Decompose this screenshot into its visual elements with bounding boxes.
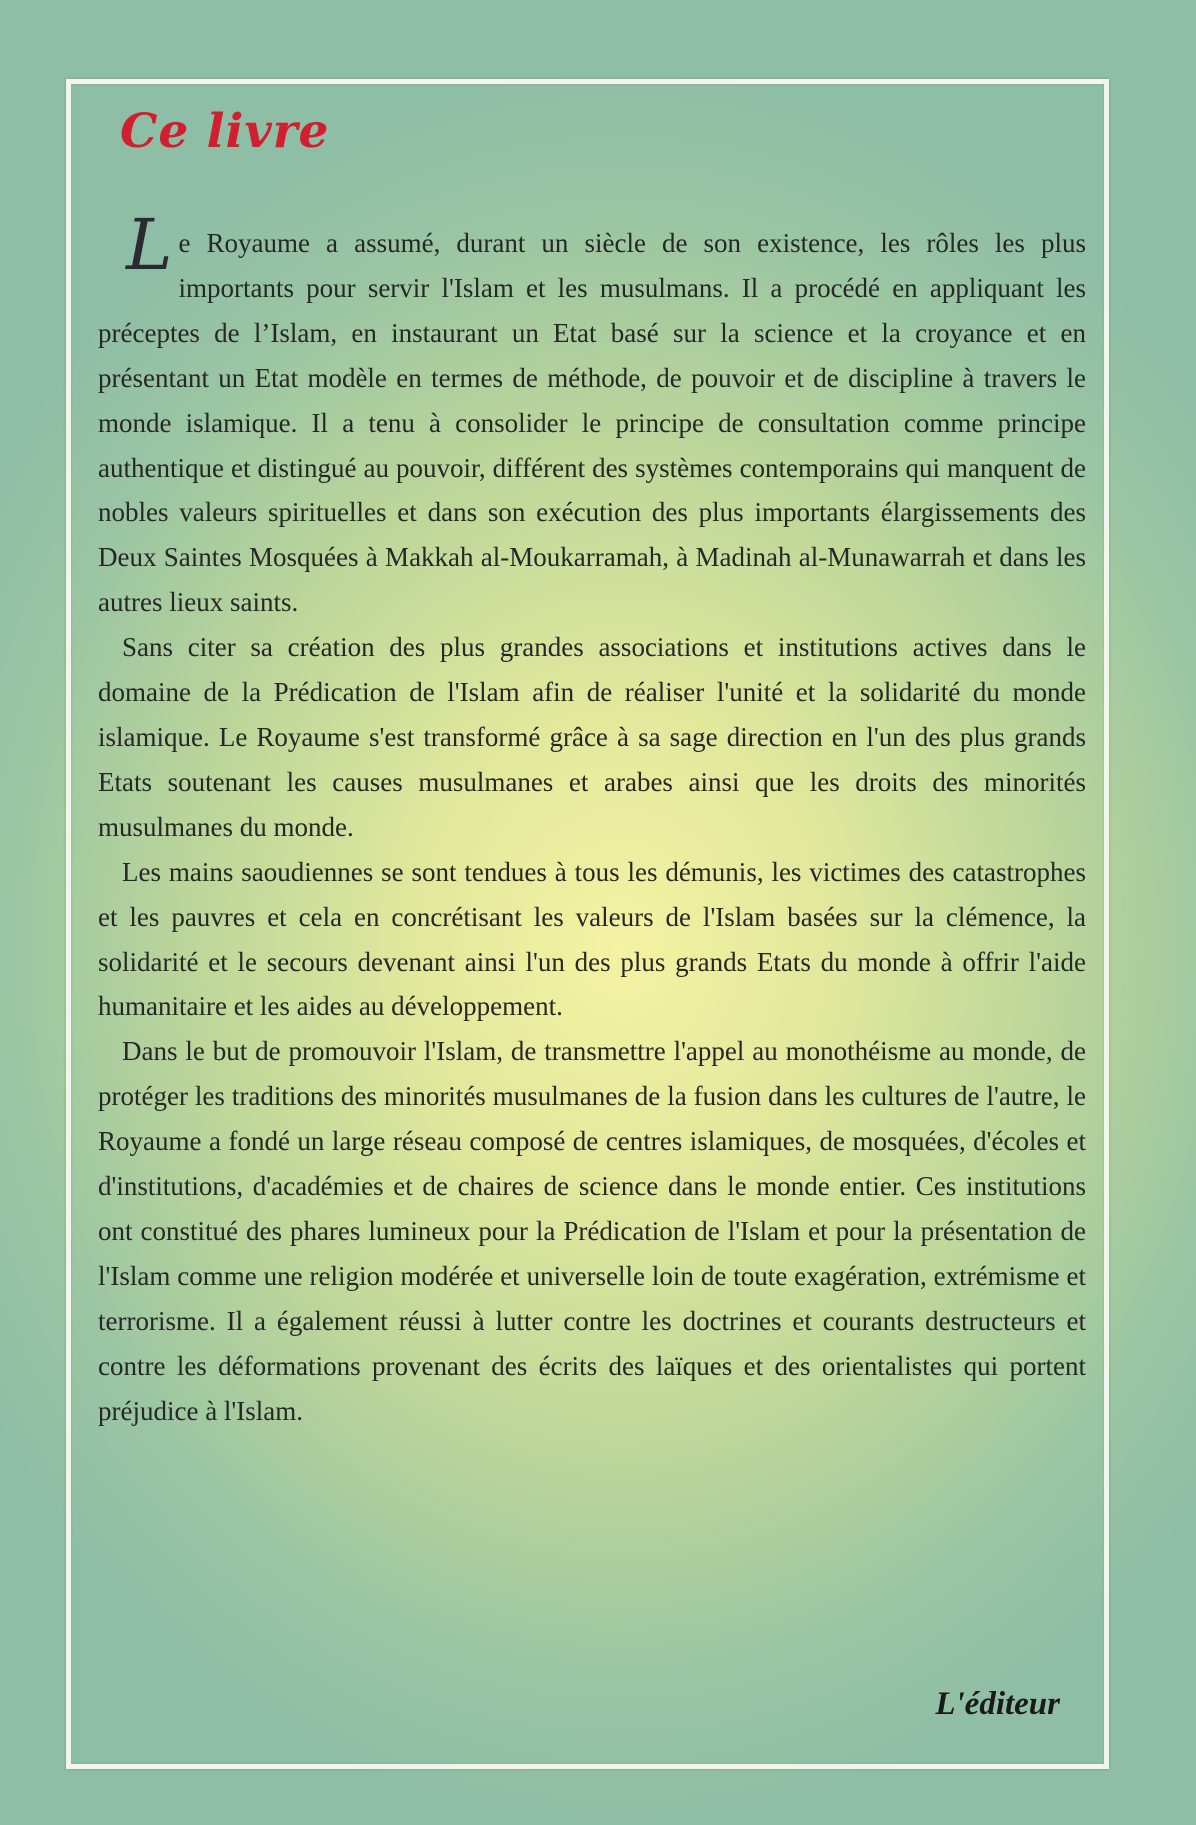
paragraph-1-text: e Royaume a assumé, durant un siècle de son existence, les rôles les plus importants pour servir l'Islam et les musulmans. Il a procédé en appliquant les préceptes de l’Islam, en instaurant un Etat basé sur la science et la croyance et en présentant un Etat modèle en termes de méthode, de pouvoir et de discipline à travers le monde islamique. Il a tenu à consolider le principe de consultation comme principe authentique et distingué au pouvoir, différent des systèmes contemporains qui manquent de nobles valeurs spirituelles et dans son exécution des plus importants élargissements des Deux Saintes Mosquées à Makkah al-Moukarramah, à Madinah al-Munawarrah et dans les autres lieux saints. <box>98 228 1086 618</box>
signature: L'éditeur <box>935 1686 1060 1722</box>
body-text <box>98 204 1086 1433</box>
paragraph-2: Sans citer sa création des plus grandes associations et institutions actives dans le domaine de la Prédication de l'Islam afin de réaliser l'unité et la solidarité du monde islamique. Le Royaume s'est transformé grâce à sa sage direction en l'un des plus grands Etats soutenant les causes musulmanes et arabes ainsi que les droits des minorités musulmanes du monde. <box>98 632 1086 842</box>
page-title: Ce livre <box>120 104 330 159</box>
paragraph-4: Dans le but de promouvoir l'Islam, de transmettre l'appel au monothéisme au monde, de protéger les traditions des minorités musulmanes de la fusion dans les cultures de l'autre, le Royaume a fondé un large réseau composé de centres islamiques, de mosquées, d'écoles et d'institutions, d'académies et de chaires de science dans le monde entier. Ces institutions ont constitué des phares lumineux pour la Prédication de l'Islam et pour la présentation de l'Islam comme une religion modérée et universelle loin de toute exagération, extrémisme et terrorisme. Il a également réussi à lutter contre les doctrines et courants destructeurs et contre les déformations provenant des écrits des laïques et des orientalistes qui portent préjudice à l'Islam. <box>98 1036 1086 1426</box>
paragraph-1 <box>98 204 1086 625</box>
drop-cap: L <box>126 204 173 286</box>
paragraph-3: Les mains saoudiennes se sont tendues à tous les démunis, les victimes des catastrophes et les pauvres et cela en concrétisant les valeurs de l'Islam basées sur la clémence, la solidarité et le secours devenant ainsi l'un des plus grands Etats du monde à offrir l'aide humanitaire et les aides au développement. <box>98 856 1086 1022</box>
